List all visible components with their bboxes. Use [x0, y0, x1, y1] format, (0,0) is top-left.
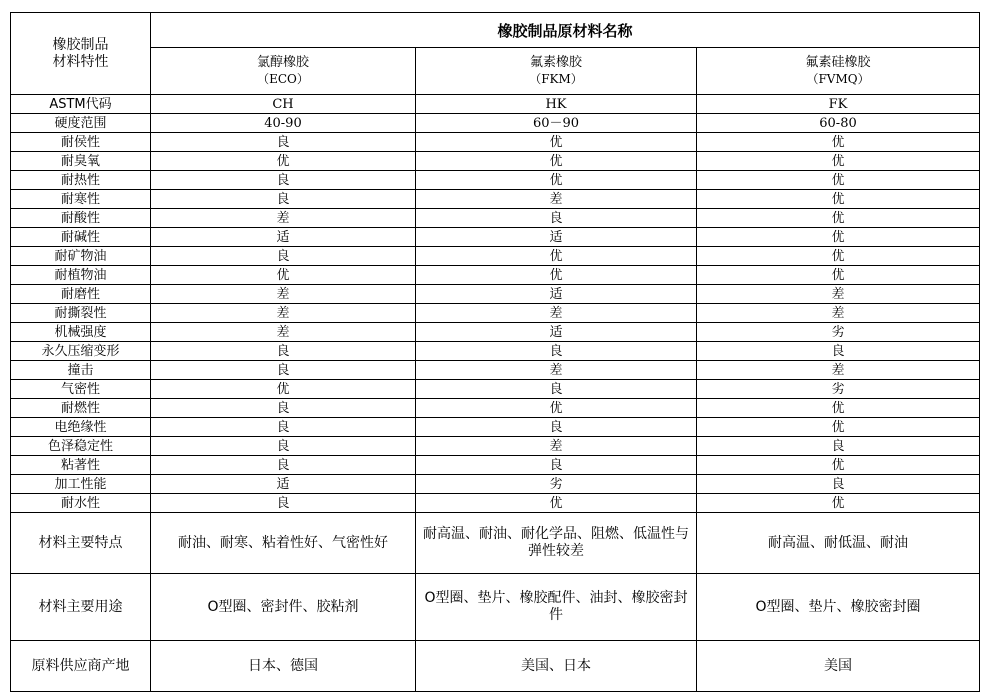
property-value: 良: [416, 456, 697, 475]
property-value: 良: [151, 247, 416, 266]
property-row: [11, 114, 980, 133]
property-value: 良: [151, 399, 416, 418]
property-value: 优: [416, 266, 697, 285]
property-value: 优: [416, 399, 697, 418]
material-header-row: [11, 48, 980, 95]
property-value: 优: [416, 247, 697, 266]
property-value: 优: [151, 266, 416, 285]
material-name: 氯醇橡胶: [256, 55, 309, 70]
property-value: 差: [697, 285, 980, 304]
property-row: [11, 228, 980, 247]
material-header-fkm: [416, 48, 697, 95]
property-value: 差: [151, 209, 416, 228]
property-value: 良: [151, 437, 416, 456]
property-row: [11, 209, 980, 228]
property-row: [11, 475, 980, 494]
property-name: 耐燃性: [11, 399, 151, 418]
property-value: CH: [151, 95, 416, 114]
property-value: 60-80: [697, 114, 980, 133]
features-label: 材料主要特点: [11, 513, 151, 574]
property-value: 优: [697, 171, 980, 190]
property-value: 优: [697, 152, 980, 171]
property-name: 耐矿物油: [11, 247, 151, 266]
property-value: 优: [416, 133, 697, 152]
property-value: 差: [416, 190, 697, 209]
property-row: [11, 171, 980, 190]
features-value: 耐高温、耐油、耐化学品、阻燃、低温性与弹性较差: [416, 513, 697, 574]
property-value: 适: [416, 228, 697, 247]
property-row: [11, 399, 980, 418]
property-value: 差: [416, 361, 697, 380]
property-value: 差: [151, 285, 416, 304]
origin-row: [11, 641, 980, 692]
property-row: [11, 323, 980, 342]
header-row: [11, 13, 980, 48]
property-value: 优: [697, 209, 980, 228]
property-name: 耐植物油: [11, 266, 151, 285]
property-value: 劣: [697, 323, 980, 342]
corner-line-1: 橡胶制品: [52, 36, 109, 53]
property-value: 差: [416, 437, 697, 456]
property-value: 劣: [697, 380, 980, 399]
property-row: [11, 285, 980, 304]
property-value: 良: [151, 190, 416, 209]
property-name: 耐酸性: [11, 209, 151, 228]
material-name: 氟素硅橡胶: [805, 55, 871, 70]
property-name: 耐水性: [11, 494, 151, 513]
property-value: HK: [416, 95, 697, 114]
property-name: 耐侯性: [11, 133, 151, 152]
property-value: 差: [697, 304, 980, 323]
property-value: 良: [151, 418, 416, 437]
property-name: 耐撕裂性: [11, 304, 151, 323]
property-name: 耐臭氧: [11, 152, 151, 171]
property-value: 适: [151, 228, 416, 247]
property-value: 优: [697, 228, 980, 247]
property-value: 良: [151, 456, 416, 475]
property-value: 适: [416, 285, 697, 304]
property-value: 优: [697, 494, 980, 513]
property-value: 良: [151, 494, 416, 513]
material-header-fvmq: [697, 48, 980, 95]
property-row: [11, 494, 980, 513]
property-value: 差: [416, 304, 697, 323]
property-value: 劣: [416, 475, 697, 494]
corner-line-2: 材料特性: [52, 53, 109, 70]
property-row: [11, 152, 980, 171]
property-name: ASTM代码: [11, 95, 151, 114]
property-name: 撞击: [11, 361, 151, 380]
property-value: 良: [151, 342, 416, 361]
property-name: 加工性能: [11, 475, 151, 494]
property-value: 良: [151, 133, 416, 152]
property-row: [11, 437, 980, 456]
property-row: [11, 304, 980, 323]
property-value: 优: [151, 152, 416, 171]
material-properties-table: [10, 12, 980, 692]
uses-row: [11, 574, 980, 641]
corner-header-cell: [11, 13, 151, 95]
origin-value: 美国: [697, 641, 980, 692]
property-name: 色泽稳定性: [11, 437, 151, 456]
property-value: 良: [416, 209, 697, 228]
property-value: 优: [416, 152, 697, 171]
property-value: 优: [697, 399, 980, 418]
features-row: [11, 513, 980, 574]
property-name: 机械强度: [11, 323, 151, 342]
uses-value: O型圈、垫片、橡胶配件、油封、橡胶密封件: [416, 574, 697, 641]
origin-value: 日本、德国: [151, 641, 416, 692]
property-value: 良: [697, 475, 980, 494]
property-value: 优: [697, 456, 980, 475]
property-value: 60－90: [416, 114, 697, 133]
material-header-eco: [151, 48, 416, 95]
features-value: 耐油、耐寒、粘着性好、气密性好: [151, 513, 416, 574]
property-value: 优: [697, 418, 980, 437]
material-code: （FKM）: [529, 72, 583, 86]
property-value: 优: [416, 171, 697, 190]
uses-label: 材料主要用途: [11, 574, 151, 641]
property-value: 适: [151, 475, 416, 494]
property-name: 耐碱性: [11, 228, 151, 247]
uses-value: O型圈、密封件、胶粘剂: [151, 574, 416, 641]
property-row: [11, 361, 980, 380]
property-value: 良: [416, 380, 697, 399]
features-value: 耐高温、耐低温、耐油: [697, 513, 980, 574]
property-name: 粘著性: [11, 456, 151, 475]
material-name: 氟素橡胶: [529, 55, 582, 70]
table-title: 橡胶制品原材料名称: [151, 13, 980, 48]
property-value: 良: [151, 171, 416, 190]
property-value: 优: [151, 380, 416, 399]
property-name: 永久压缩变形: [11, 342, 151, 361]
property-name: 电绝缘性: [11, 418, 151, 437]
property-value: 优: [416, 494, 697, 513]
property-row: [11, 342, 980, 361]
property-value: 差: [697, 361, 980, 380]
property-name: 耐热性: [11, 171, 151, 190]
property-value: 良: [416, 418, 697, 437]
property-value: 优: [697, 266, 980, 285]
property-value: FK: [697, 95, 980, 114]
property-row: [11, 418, 980, 437]
property-row: [11, 95, 980, 114]
uses-value: O型圈、垫片、橡胶密封圈: [697, 574, 980, 641]
property-value: 良: [697, 342, 980, 361]
property-value: 优: [697, 133, 980, 152]
property-value: 良: [697, 437, 980, 456]
origin-value: 美国、日本: [416, 641, 697, 692]
property-value: 优: [697, 247, 980, 266]
property-value: 优: [697, 190, 980, 209]
material-code: （ECO）: [257, 72, 309, 86]
table-body: [11, 13, 980, 692]
property-value: 差: [151, 323, 416, 342]
origin-label: 原料供应商产地: [11, 641, 151, 692]
property-value: 良: [416, 342, 697, 361]
property-name: 硬度范围: [11, 114, 151, 133]
property-value: 良: [151, 361, 416, 380]
property-row: [11, 190, 980, 209]
property-row: [11, 133, 980, 152]
material-code: （FVMQ）: [806, 72, 870, 86]
property-row: [11, 266, 980, 285]
property-name: 耐寒性: [11, 190, 151, 209]
property-name: 气密性: [11, 380, 151, 399]
property-value: 差: [151, 304, 416, 323]
property-row: [11, 380, 980, 399]
property-row: [11, 247, 980, 266]
property-row: [11, 456, 980, 475]
property-value: 40-90: [151, 114, 416, 133]
property-value: 适: [416, 323, 697, 342]
property-name: 耐磨性: [11, 285, 151, 304]
